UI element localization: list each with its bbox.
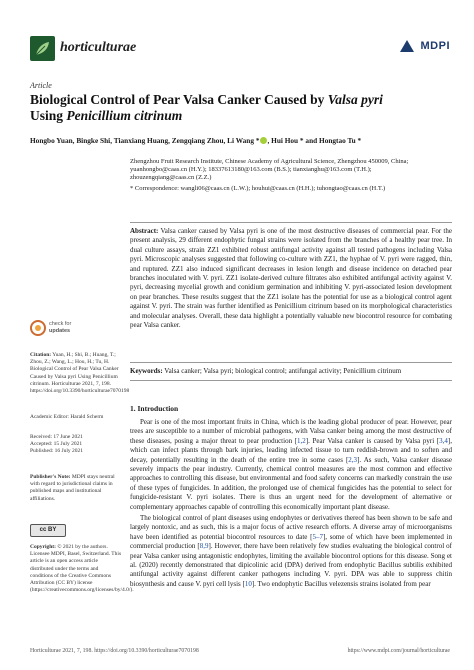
- title-text: Biological Control of Pear Valsa Canker Caused by: [30, 92, 328, 107]
- keywords-text: Valsa canker; Valsa pyri; biological control; antifungal activity; Penicillium citrinum: [162, 367, 402, 375]
- citation-link[interactable]: 8,9: [199, 542, 209, 551]
- para-text: ], which can infect plants through bark injuries, leading infected tissue to turn reddish-brown and to soften and decay, potentially resulting in the death of the entire tree in some cases [: [130, 436, 452, 464]
- author-name[interactable]: Li Wang *: [227, 136, 260, 145]
- leaf-icon: [32, 38, 53, 59]
- author-name[interactable]: Hongtao Tu *: [319, 136, 362, 145]
- title-species-2: Penicillium citrinum: [66, 108, 183, 123]
- check-line-2: updates: [49, 327, 71, 334]
- author-name[interactable]: Zengqiang Zhou: [171, 136, 224, 145]
- journal-name: horticulturae: [60, 40, 137, 55]
- mdpi-logo-icon: [400, 40, 414, 52]
- accepted-date: Accepted: 15 July 2021: [30, 441, 83, 448]
- para-text: ]. Two endophytic Bacillus velezensis strains isolated from pear: [251, 579, 431, 588]
- affiliations: [130, 158, 450, 193]
- abstract-label: Abstract:: [130, 227, 159, 235]
- academic-editor: Academic Editor: Harald Scherm: [30, 414, 104, 420]
- cc-license-icon[interactable]: cc BY: [30, 524, 66, 537]
- footer-journal-url[interactable]: https://www.mdpi.com/journal/horticulturae: [347, 648, 450, 654]
- author-separator: ,: [223, 136, 228, 145]
- section-heading: 1. Introduction: [130, 404, 179, 413]
- published-date: Published: 16 July 2021: [30, 448, 84, 455]
- received-date: Received: 17 June 2021: [30, 434, 83, 440]
- journal-logo: [30, 36, 55, 61]
- affiliation-line: zhouzengqiang@caas.cn (Z.Z.): [130, 174, 212, 182]
- abstract: [130, 222, 452, 330]
- author-separator: and: [303, 136, 320, 145]
- publisher-logo: MDPI: [420, 40, 450, 52]
- author-name[interactable]: Bingke Shi: [76, 136, 111, 145]
- citation-label: Citation:: [30, 352, 52, 358]
- affiliation-line: Zhengzhou Fruit Research Institute, Chinese Academy of Agricultural Science, Zhengzhou 450009, China;: [130, 158, 409, 165]
- para-text: The biological control of plant diseases using endophytes or derivatives thereof has been shown to be safe and largely nontoxic, and as such, this is a major focus of active research efforts. A diverse array of microorganisms have been identified as potential biocontrol resources to date [: [130, 514, 452, 541]
- author-separator: ,: [72, 136, 77, 145]
- publisher-note-text: MDPI stays neutral with regard to jurisdictional claims in published maps and institutional affiliations.: [30, 474, 115, 502]
- title-species: Valsa pyri: [327, 92, 383, 107]
- para-text: ]. However, there have been relatively few studies evaluating the biological control of pear Valsa canker using antagonistic endophytes, limiting the available biocontrol options for this disease. Song et al. (2020) recently demonstrated that dipicolinic acid (DPA) derived from endophytic Bacillus subtilis exhibited antifungal activity against different canker pathogens including V. pyri. DPA was able to suppress chitin biosynthesis and cause V. pyri cell lysis [: [130, 542, 452, 588]
- para-text: Pear is one of the most important fruits in China, which is the leading global producer of pear. However, pear trees are susceptible to a number of microbial pathogens, with Valsa canker being among the most destructive of these diseases, posing a major threat to pear production [: [130, 418, 452, 445]
- citation-block: [30, 352, 130, 395]
- check-line-1: check for: [49, 321, 72, 327]
- author-separator: ,: [267, 136, 272, 145]
- dates-block: [30, 434, 122, 456]
- check-updates-label: [49, 321, 71, 334]
- affiliation-line: yuanhongbo@caas.cn (H.Y.); 18337613180@163.com (B.S.); tianxianghu@163.com (T.H.);: [130, 166, 372, 174]
- author-name[interactable]: Hui Hou *: [271, 136, 304, 145]
- paper-title: [30, 92, 450, 124]
- author-name[interactable]: Tianxiang Huang: [113, 136, 169, 145]
- keywords-label: Keywords:: [130, 367, 163, 375]
- article-type: Article: [30, 81, 52, 90]
- keywords: [130, 362, 452, 381]
- check-for-updates-badge[interactable]: [30, 318, 76, 344]
- citation-link[interactable]: 2,3: [348, 455, 358, 464]
- copyright-text: © 2021 by the authors. Licensee MDPI, Basel, Switzerland. This article is an open access article distributed under the terms and conditions of the Creative Commons Attribution (CC BY) license (https://creativecommons.org/licenses/by/4.0/).: [30, 544, 134, 594]
- updates-icon: [30, 320, 46, 336]
- author-separator: ,: [168, 136, 172, 145]
- body-paragraph: [130, 514, 452, 589]
- footer-doi[interactable]: Horticulturae 2021, 7, 198. https://doi.org/10.3390/horticulturae7070198: [30, 648, 199, 654]
- para-text: ]. Pear Valsa canker is caused by Valsa pyri [: [305, 436, 440, 445]
- citation-link[interactable]: 1,2: [297, 436, 306, 445]
- title-text-2: Using: [30, 108, 67, 123]
- author-list: [30, 136, 460, 146]
- body-paragraph: [130, 418, 452, 512]
- publisher-note-label: Publisher's Note:: [30, 474, 71, 480]
- para-text: ], some of which have been implemented in commercial production [: [130, 532, 452, 551]
- publisher-note: [30, 474, 122, 503]
- journal-header: [30, 36, 450, 66]
- author-name[interactable]: Hongbo Yuan: [30, 136, 73, 145]
- copyright-label: Copyright:: [30, 544, 56, 550]
- correspondence-line: * Correspondence: wangli06@caas.cn (L.W.); houhui@caas.cn (H.H.); tuhongtao@caas.cn (H.T.): [130, 184, 386, 192]
- citation-link[interactable]: 10: [244, 579, 252, 588]
- copyright-block: [30, 544, 134, 594]
- citation-text: Yuan, H.; Shi, B.; Huang, T.; Zhou, Z.; Wang, L.; Hou, H.; Tu, H. Biological Control of Pear Valsa Canker Caused by Valsa pyri Using Penicillium citrinum. Horticulturae 2021, 7, 198. https://doi.org/10.3390/horticulturae7070198: [30, 352, 130, 395]
- citation-link[interactable]: 3,4: [439, 436, 448, 445]
- citation-link[interactable]: 5–7: [312, 532, 323, 541]
- abstract-text: Valsa canker caused by Valsa pyri is one of the most destructive diseases of commercial pear. For the present analysis, 29 different endophytic fungal strains were isolated from the branches of a healthy pear tree. In dual culture assays, strain ZZ1 exhibited robust antifungal activity against all tested pathogens including Valsa pyri. Microscopic analyses suggested that following co-culture with ZZ1, the hyphae of V. pyri were ragged, thin, and ruptured. ZZ1 also induced significant decreases in lesion length and disease incidence on detached pear branches inoculated with V. pyri. ZZ1 isolate-derived culture filtrates also exhibited antifungal activity against V. pyri, decreasing mycelial growth and conidium germination and inhibiting V. pyri-associated lesion development on pear branches. These results suggest that the ZZ1 isolate has the potential for use as a biological control agent against V. pyri. The strain was further identified as Penicillium citrinum based on its morphological characteristics and molecular analyses. Overall, these data highlight a potentially valuable new biocontrol resource for combating pear Valsa canker.: [130, 227, 452, 330]
- author-separator: ,: [110, 136, 114, 145]
- para-text: ]. As such, Valsa canker disease severely impacts the pear industry. Currently, chemical control measures are the most common and effective approaches to controlling this disease, but environmental and food safety concerns can markedly constrain the use of these types of fungicides. In addition, the prolonged use of chemical fungicides has the potential to select for fungicide-resistant V. pyri isolates. There is thus an urgent need for the development of alternative or complementary approaches capable of controlling this economically important plant disease.: [130, 455, 452, 511]
